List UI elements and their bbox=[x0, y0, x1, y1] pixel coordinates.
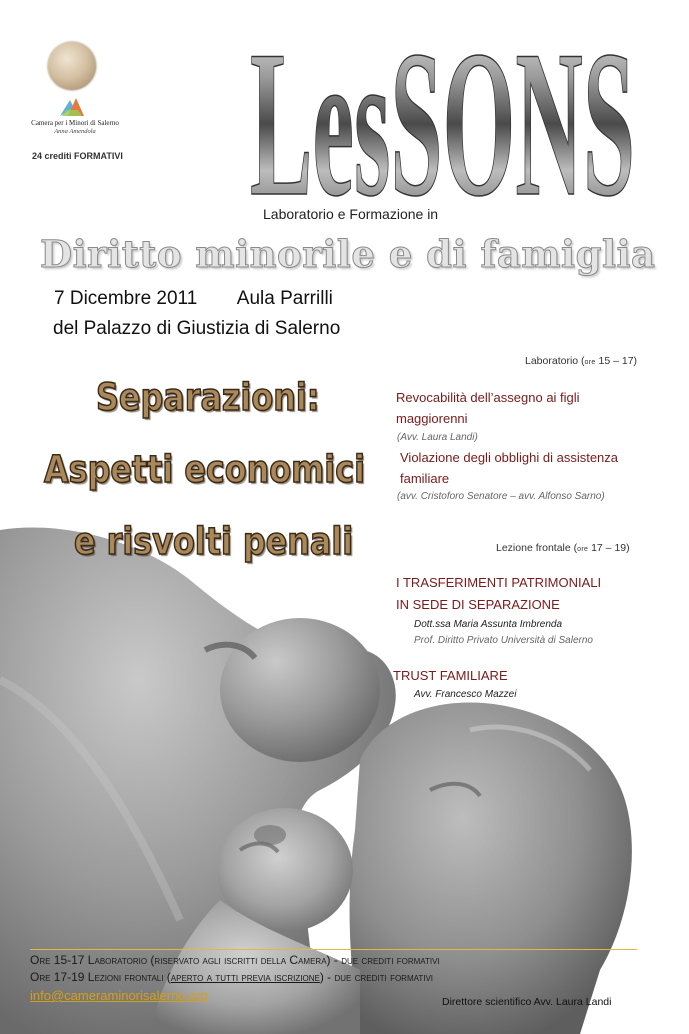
footer-line2-start: Ore 17-19 Lezioni frontali ( bbox=[30, 970, 171, 984]
subtitle: Laboratorio e Formazione in bbox=[263, 206, 439, 222]
lab-topic1-line2: maggiorenni bbox=[396, 411, 468, 426]
lab-topic1-speaker: (Avv. Laura Landi) bbox=[397, 432, 478, 443]
email-link[interactable]: info@cameraminorisalerno.org bbox=[30, 988, 208, 1003]
lez-topic2-speaker: Avv. Francesco Mazzei bbox=[414, 689, 517, 700]
footer-line2-underlined: aperto a tutti previa iscrizione bbox=[170, 970, 320, 984]
lez-topic1-speaker2: Prof. Diritto Privato Università di Salerno bbox=[414, 635, 593, 646]
lezione-hours-prefix: ore bbox=[577, 546, 589, 553]
logo-line1: Camera per i Minori di Salerno bbox=[31, 119, 119, 127]
laboratorio-label-text: Laboratorio ( bbox=[525, 355, 585, 367]
lab-topic2-line1: Violazione degli obblighi di assistenza bbox=[400, 450, 619, 465]
lab-topic2-line2: familiare bbox=[400, 471, 450, 486]
lez-topic1-line1: I TRASFERIMENTI PATRIMONIALI bbox=[396, 575, 602, 590]
camera-logo-mark-icon bbox=[58, 96, 86, 118]
event-room: Aula Parrilli bbox=[236, 288, 333, 309]
footer-line2 bbox=[30, 970, 433, 984]
title-text: LesSONS bbox=[250, 34, 635, 204]
footer-line1: Ore 15-17 Laboratorio (riservato agli iscritti della Camera) - due crediti formativi bbox=[30, 953, 440, 967]
lezione-label-text: Lezione frontale ( bbox=[496, 542, 578, 554]
lezione-hours: 17 – 19) bbox=[588, 542, 630, 554]
event-date: 7 Dicembre 2011 bbox=[54, 288, 198, 309]
lez-topic1-line2: IN SEDE DI SEPARAZIONE bbox=[396, 597, 560, 612]
lab-topic1-line1: Revocabilità dell’assegno ai figli bbox=[396, 390, 580, 405]
subject-title: Diritto minorile e di famiglia bbox=[40, 232, 656, 276]
footer-line2-end: ) - due crediti formativi bbox=[319, 970, 434, 984]
event-date-line bbox=[54, 288, 333, 310]
heading-line3: e risvolti penali bbox=[74, 520, 354, 563]
laboratorio-hours-prefix: ore bbox=[584, 359, 596, 366]
lab-topic2-speaker: (avv. Cristoforo Senatore – avv. Alfonso Sarno) bbox=[397, 491, 605, 502]
credits-label: 24 crediti FORMATIVI bbox=[32, 151, 123, 161]
lez-topic2: TRUST FAMILIARE bbox=[393, 668, 508, 683]
lezione-label bbox=[496, 542, 630, 554]
lessons-title bbox=[240, 34, 640, 204]
lez-topic1-speaker1: Dott.ssa Maria Assunta Imbrenda bbox=[414, 619, 563, 630]
laboratorio-hours: 15 – 17) bbox=[595, 355, 638, 367]
heading-line1: Separazioni: bbox=[96, 376, 320, 419]
director-credit: Direttore scientifico Avv. Laura Landi bbox=[442, 996, 612, 1008]
footer-rule bbox=[30, 949, 637, 950]
laboratorio-label bbox=[525, 355, 637, 367]
event-place: del Palazzo di Giustizia di Salerno bbox=[53, 318, 341, 339]
logo-line2: Anna Amendola bbox=[54, 128, 96, 135]
heading-line2: Aspetti economici bbox=[44, 448, 365, 491]
camera-logo-image bbox=[48, 42, 96, 90]
